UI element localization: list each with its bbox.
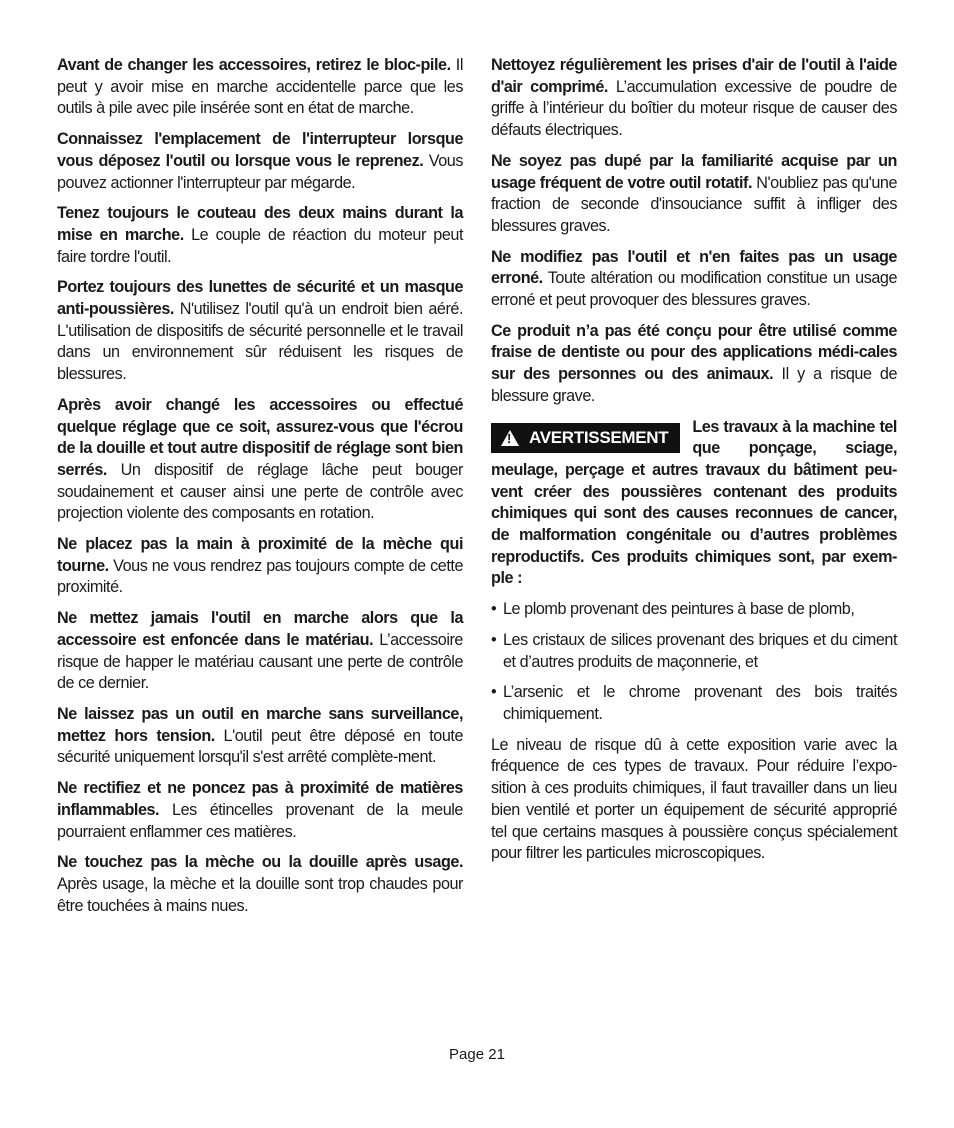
paragraph-text: Il peut y avoir mise en marche accidentelle parce que les outils à pile avec pile insérée sont en état de marche. [57, 56, 463, 118]
paragraph-heading: Ce produit n’a pas été conçu pour être utilisé comme fraise de dentiste ou pour des applications médi-cales sur des personnes ou des animaux. [491, 321, 897, 384]
safety-paragraph [57, 534, 463, 599]
warning-badge-label: AVERTISSEMENT [529, 427, 669, 447]
paragraph-text: Il y a risque de blessure grave. [491, 365, 897, 405]
paragraph-text: L’accumulation excessive de poudre de griffe à l’intérieur du boîtier du moteur risque de causer des défauts électriques. [491, 77, 897, 140]
safety-paragraph [57, 277, 463, 386]
safety-paragraph [57, 129, 463, 194]
warning-text: Les travaux à la machine tel que ponçage, sciage, meulage, perçage et autres travaux du bâtiment peu-vent créer des poussières contenant des produits chimiques qui sont des causes reconnues de cancer, de malformation congénitale ou d’autres problèmes reproductifs. Ces produits chimiques sont, par exem-ple : [491, 417, 897, 588]
paragraph-text: L’accessoire risque de happer le matériau causant une perte de contrôle de ce dernier. [57, 630, 463, 693]
list-item: • Les cristaux de silices provenant des briques et du ciment et d’autres produits de maçonnerie, et [491, 630, 897, 673]
paragraph-text: Les étincelles provenant de la meule pourraient enflammer ces matières. [57, 800, 463, 841]
safety-paragraph [491, 151, 897, 238]
safety-paragraph [491, 55, 897, 142]
paragraph-heading: Après avoir changé les accessoires ou effectué quelque réglage que ce soit, assurez-vous que l'écrou de la douille et tout autre dispositif de réglage sont bien serrés. [57, 395, 463, 479]
paragraph-heading: Ne placez pas la main à proximité de la mèche qui tourne. [57, 535, 463, 575]
paragraph-heading: Nettoyez régulièrement les prises d'air de l'outil à l'aide d'air comprimé. [491, 56, 897, 96]
safety-paragraph [57, 778, 463, 843]
warning-badge [491, 423, 680, 453]
safety-paragraph [57, 395, 463, 525]
hazard-list [491, 599, 897, 726]
paragraph-heading: Tenez toujours le couteau des deux mains durant la mise en marche. [57, 204, 463, 244]
safety-paragraph [57, 852, 463, 917]
paragraph-heading: Ne rectifiez et ne poncez pas à proximité de matières inflammables. [57, 779, 463, 819]
warning-triangle-icon [501, 430, 519, 446]
paragraph-heading: Ne soyez pas dupé par la familiarité acquise par un usage fréquent de votre outil rotatif. [491, 151, 897, 192]
paragraph-text: Après usage, la mèche et la douille sont trop chaudes pour être touchées à mains nues. [57, 874, 463, 915]
paragraph-text: Le couple de réaction du moteur peut faire tordre l'outil. [57, 225, 463, 266]
paragraph-text: N'oubliez pas qu'une fraction de seconde d'insouciance suffit à infliger des blessures graves. [491, 173, 897, 235]
list-item: • Le plomb provenant des peintures à base de plomb, [491, 599, 897, 621]
safety-paragraph [57, 608, 463, 695]
paragraph-text: N'utilisez l'outil qu'à un endroit bien aéré. L'utilisation de dispositifs de sécurité personnelle et le travail dans un environnement sûr réduisent les risques de blessures. [57, 300, 463, 384]
paragraph-heading: Ne touchez pas la mèche ou la douille après usage. [57, 853, 463, 872]
safety-paragraph [57, 55, 463, 120]
warning-block [491, 417, 897, 591]
paragraph-text: Vous ne vous rendrez pas toujours compte de cette proximité. [57, 556, 463, 597]
safety-paragraph [57, 704, 463, 769]
list-item: • L’arsenic et le chrome provenant des bois traités chimiquement. [491, 682, 897, 725]
safety-paragraph [57, 203, 463, 268]
page-number: Page 21 [449, 1046, 505, 1063]
safety-paragraph [491, 321, 897, 408]
paragraph-text: Un dispositif de réglage lâche peut bouger soudainement et causer ainsi une perte de contrôle avec projection violente des composants en rotation. [57, 460, 463, 523]
right-column [491, 55, 897, 874]
paragraph-heading: Connaissez l'emplacement de l'interrupteur lorsque vous déposez l'outil ou lorsque vous le reprenez. [57, 130, 463, 170]
paragraph-heading: Ne laissez pas un outil en marche sans surveillance, mettez hors tension. [57, 704, 463, 745]
paragraph-heading: Avant de changer les accessoires, retirez le bloc-pile. [57, 56, 451, 74]
left-column [57, 55, 463, 926]
safety-paragraph [491, 247, 897, 312]
paragraph-heading: Portez toujours des lunettes de sécurité et un masque anti-poussières. [57, 278, 463, 319]
paragraph-text: Vous pouvez actionner l'interrupteur par mégarde. [57, 151, 463, 192]
paragraph-heading: Ne mettez jamais l'outil en marche alors que la accessoire est enfoncée dans le matériau. [57, 609, 463, 649]
paragraph-text: Toute altération ou modification constitue un usage erroné et peut provoquer des blessures graves. [491, 269, 897, 310]
closing-paragraph: Le niveau de risque dû à cette exposition varie avec la fréquence de ces types de travaux. Pour réduire l’expo-sition à ces produits chimiques, il faut travailler dans un lieu bien ventilé et porter un équipement de sécurité approprié tel que certains masques à poussière conçus spécialement pour filtrer les particules microscopiques. [491, 735, 897, 863]
paragraph-text: L'outil peut être déposé en toute sécurité uniquement lorsqu'il s'est arrêté complète-ment. [57, 726, 463, 767]
paragraph-heading: Ne modifiez pas l'outil et n'en faites pas un usage erroné. [491, 247, 897, 288]
